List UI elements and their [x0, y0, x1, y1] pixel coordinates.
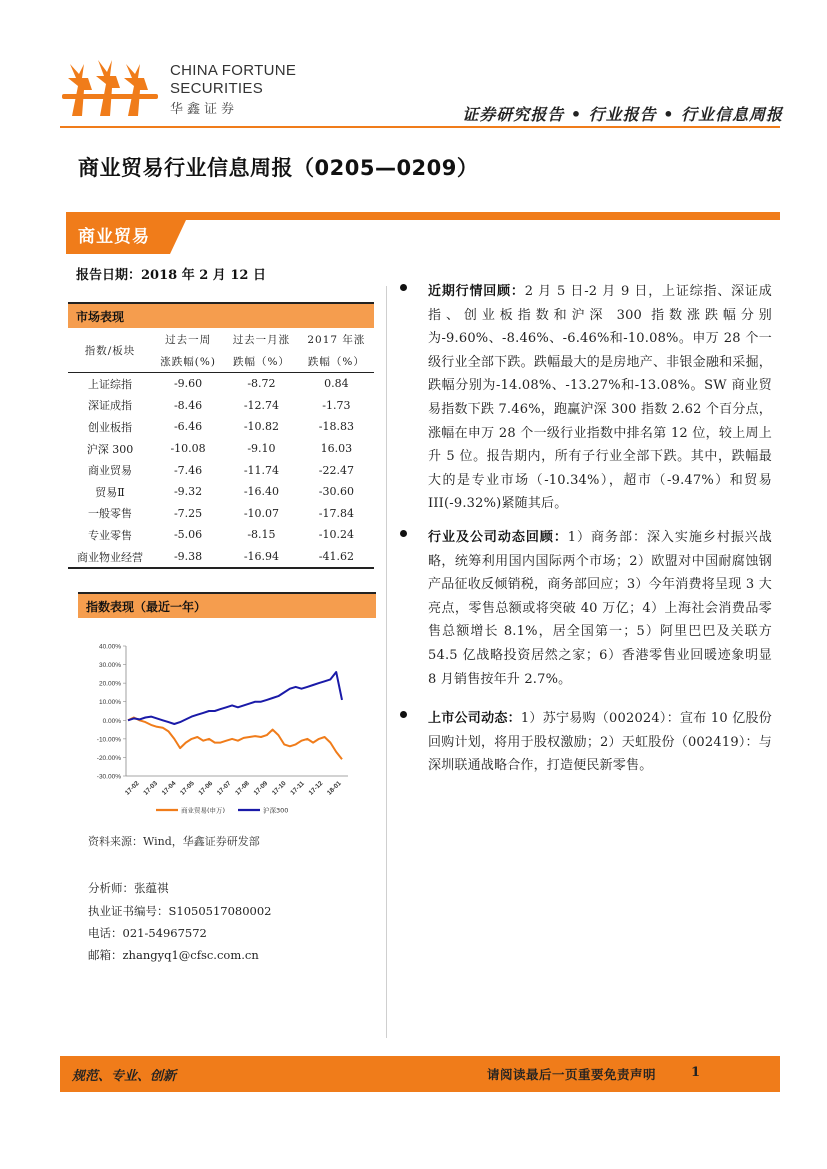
bullet-body: 1）苏宁易购（002024）：宣布 10 亿股份回购计划，将用于股权激励；2）天虹股份（002419）：与深圳联通战略合作，打造便民新零售。: [428, 711, 772, 774]
row-week: -5.06: [173, 528, 203, 542]
row-month: -10.82: [243, 420, 280, 434]
data-source: 资料来源：Wind，华鑫证券研发部: [88, 835, 260, 848]
row-week: -8.46: [173, 398, 203, 412]
row-name: 贸易Ⅱ: [95, 485, 125, 499]
company-logo-mark: [62, 56, 162, 126]
logo-chinese: 华鑫证券: [170, 102, 239, 117]
header-year-top: 2017 年涨: [307, 333, 366, 346]
x-tick-label: 17-03: [142, 780, 160, 797]
bullet-label: 行业及公司动态回顾：: [428, 530, 568, 545]
report-date: 报告日期：2018 年 2 月 12 日: [76, 268, 266, 283]
table-row: [68, 438, 374, 460]
bullet-company-news: [400, 707, 772, 787]
series-line-commerce-trade: [128, 718, 342, 760]
x-tick-label: 17-04: [160, 780, 178, 797]
header-index: 指数/板块: [68, 328, 152, 373]
row-week: -9.32: [173, 485, 203, 499]
legend-label: 沪深300: [263, 806, 289, 815]
x-tick-label: 17-10: [270, 780, 288, 797]
header-month-top: 过去一月涨: [232, 333, 291, 346]
page-footer: [60, 1056, 780, 1092]
chart-canvas: [86, 634, 366, 820]
table-row: [68, 395, 374, 417]
bullet-text: [428, 526, 772, 691]
x-tick-label: 17-06: [197, 780, 215, 797]
row-month: -10.07: [243, 506, 280, 520]
y-tick-label: 0.00%: [102, 717, 121, 725]
analyst-email[interactable]: 邮箱：zhangyq1@cfsc.com.cn: [88, 948, 259, 962]
bullet-text: [428, 280, 772, 516]
analyst-cert: 执业证书编号：S1050517080002: [88, 904, 272, 918]
x-tick-label: 17-12: [307, 780, 325, 797]
market-section-header: [68, 302, 374, 328]
logo-en-line2: SECURITIES: [170, 80, 264, 97]
bullet-body: 1）商务部：深入实施乡村振兴战略，统筹利用国内国际两个市场；2）欧盟对中国耐腐蚀钢产品征收反倾销税，商务部回应；3）今年消费将呈现 3 大亮点，零售总额或将突破 40 万亿；4）上海社会消费品零售总额增长 8.1%，居全国第一；5）阿里巴巴及关联方 54.5 亿战略投资居然之家；6）香港零售业回暖迹象明显 8 月销售按年升 2.7%。: [428, 530, 772, 687]
x-tick-label: 17-08: [234, 780, 251, 797]
market-performance-table: [68, 328, 374, 569]
series-line-csi300: [128, 672, 342, 724]
bullet-body: 2 月 5 日-2 月 9 日，上证综指、深证成指、创业板指数和沪深 300 指数涨跌幅分别为-9.60%、-8.46%、-6.46%和-10.08%。申万 28 个一级行业全部下跌。跌幅最大的是房地产、非银金融和采掘，跌幅分别为-14.08%、-13.27%和-13.08%。SW 商业贸易指数下跌 7.46%，跑赢沪深 300 指数 2.62 个百分点，涨幅在申万 28 个一级行业指数中排名第 12 位，较上周上升 5 位。报告期内，所有子行业全部下跌。其中，跌幅最大的是专业市场（-10.34%），超市（-9.47%）和贸易III(-9.32%)紧随其后。: [428, 284, 772, 512]
row-year: -41.62: [299, 546, 374, 569]
row-month: -8.15: [247, 528, 276, 542]
legend-label: 商业贸易(申万): [181, 806, 226, 815]
row-month: -16.40: [243, 485, 280, 499]
y-tick-label: 10.00%: [98, 699, 121, 707]
analyst-phone: 电话：021-54967572: [88, 926, 207, 940]
header-week-top: 过去一周: [165, 333, 212, 346]
row-name: 沪深 300: [86, 442, 134, 456]
bullet-label: 近期行情回顾：: [428, 284, 525, 299]
y-tick-label: -10.00%: [96, 736, 121, 744]
table-row: [68, 373, 374, 395]
sector-label: 商业贸易: [78, 227, 150, 247]
index-chart-section-header: [78, 592, 376, 618]
row-month: -8.72: [247, 377, 276, 391]
table-row: [68, 416, 374, 438]
report-category-breadcrumb: 证券研究报告 • 行业报告 • 行业信息周报: [462, 105, 783, 124]
page-number: 1: [690, 1065, 700, 1080]
table-row: [68, 524, 374, 546]
y-tick-label: -20.00%: [96, 754, 121, 762]
bullet-text: [428, 707, 772, 778]
y-tick-label: 40.00%: [98, 643, 121, 651]
row-year: -22.47: [318, 463, 354, 477]
row-month: -12.74: [243, 398, 280, 412]
logo-en-line1: CHINA FORTUNE: [170, 62, 297, 79]
table-header-row: [68, 328, 374, 350]
x-tick-label: 18-01: [326, 780, 343, 797]
row-week: -9.38: [152, 546, 224, 569]
y-tick-label: 20.00%: [98, 680, 121, 688]
y-tick-label: 30.00%: [98, 662, 121, 670]
row-name: 上证综指: [88, 377, 132, 391]
row-year: -30.60: [318, 485, 354, 499]
footer-disclaimer-note[interactable]: 请阅读最后一页重要免责声明: [486, 1067, 656, 1082]
row-name: 商业物业经营: [68, 546, 152, 569]
row-year: -10.24: [318, 528, 354, 542]
row-year: -17.84: [318, 506, 354, 520]
row-year: -18.83: [318, 420, 354, 434]
table-row: [68, 459, 374, 481]
row-week: -7.25: [173, 506, 203, 520]
x-tick-label: 17-09: [252, 780, 270, 797]
row-year: 16.03: [320, 442, 353, 456]
header-year-bottom: 跌幅（%）: [299, 350, 374, 373]
report-title: 商业贸易行业信息周报（0205—0209）: [78, 156, 479, 180]
x-tick-label: 17-07: [215, 780, 233, 797]
header-month-bottom: 跌幅（%）: [224, 350, 299, 373]
bullet-industry-news: [400, 526, 772, 696]
sector-banner: [66, 212, 780, 254]
row-week: -7.46: [173, 463, 203, 477]
table-row: [68, 481, 374, 503]
row-name: 深证成指: [88, 399, 132, 413]
header-divider: [60, 126, 780, 128]
row-week: -6.46: [173, 420, 203, 434]
row-month: -11.74: [243, 463, 280, 477]
row-name: 商业贸易: [88, 464, 132, 478]
row-week: -9.60: [173, 377, 203, 391]
x-tick-label: 17-05: [179, 780, 196, 797]
analyst-name: 分析师：张蕴祺: [88, 881, 169, 895]
x-tick-label: 17-02: [124, 780, 141, 797]
bullet-market-review: [400, 280, 772, 520]
index-performance-chart: [86, 634, 366, 820]
bullet-label: 上市公司动态：: [428, 711, 521, 726]
y-tick-label: -30.00%: [96, 773, 121, 781]
bullet-dot-icon: [400, 530, 407, 537]
row-month: -9.10: [247, 442, 276, 456]
row-year: -1.73: [322, 398, 351, 412]
column-divider: [386, 286, 387, 1038]
row-name: 一般零售: [88, 507, 132, 521]
logo-english: [170, 62, 296, 98]
x-tick-label: 17-11: [289, 780, 306, 797]
table-row: [68, 546, 374, 569]
footer-slogan: 规范、专业、创新: [72, 1069, 177, 1084]
bullet-dot-icon: [400, 284, 407, 291]
index-chart-section-label: 指数表现（最近一年）: [86, 600, 207, 614]
bullet-dot-icon: [400, 711, 407, 718]
row-name: 专业零售: [88, 528, 132, 542]
row-name: 创业板指: [88, 420, 132, 434]
market-section-label: 市场表现: [76, 310, 125, 324]
table-row: [68, 503, 374, 525]
row-week: -10.08: [170, 442, 206, 456]
row-year: 0.84: [324, 377, 349, 391]
header-week-bottom: 涨跌幅(%): [152, 350, 224, 373]
row-month: -16.94: [224, 546, 299, 569]
